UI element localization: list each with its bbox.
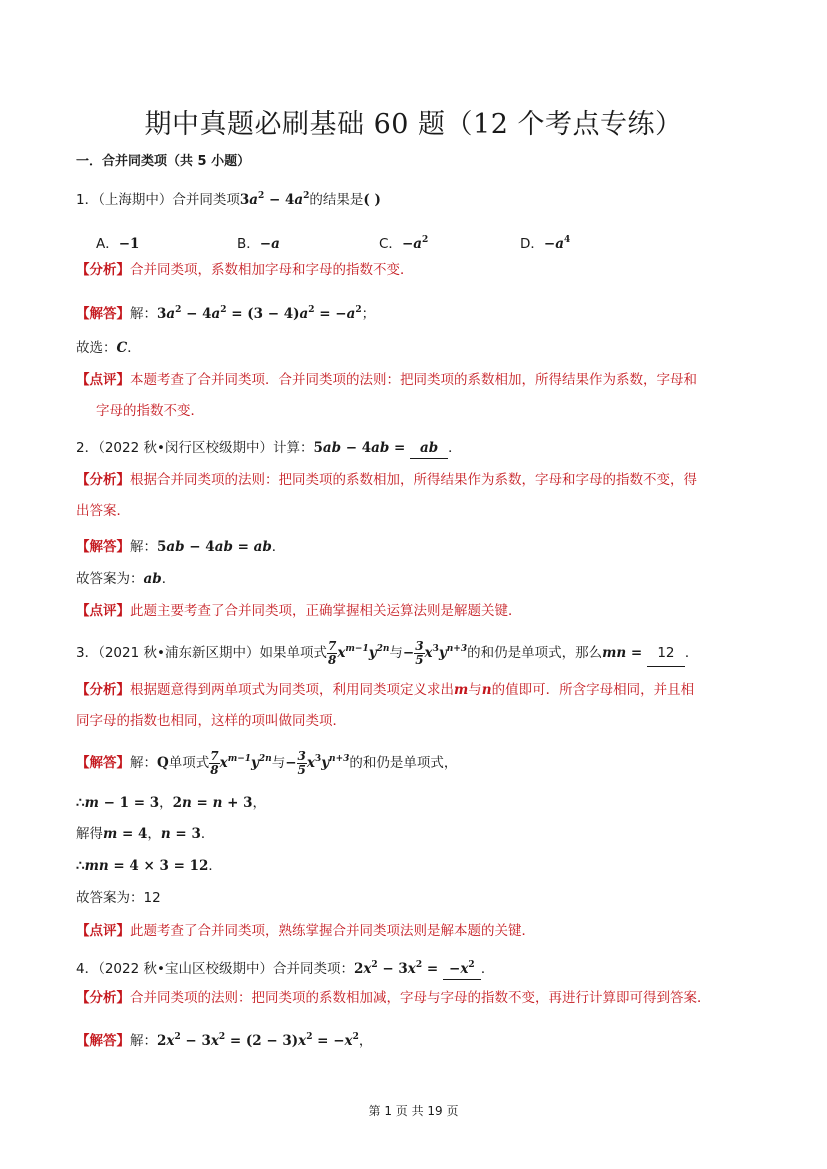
q2-analysis-cont: 出答案． bbox=[76, 503, 130, 519]
q1-solution: 【解答】解：$3a^2 - 4a^2 = (3 - 4)a^2 = -a^2$； bbox=[76, 305, 376, 322]
q1-option-a: A．−1 bbox=[96, 236, 140, 252]
q1-comment-cont: 字母的指数不变． bbox=[96, 403, 204, 419]
q2-stem: 2．（2022 秋•闵行区校级期中）计算：5ab − 4ab = ab ． bbox=[76, 438, 462, 459]
q1-analysis: 【分析】合并同类项，系数相加字母和字母的指数不变． bbox=[76, 262, 414, 278]
q1-option-c: C．$-a^2$ bbox=[379, 235, 429, 252]
q1-choice: 故选：C． bbox=[76, 340, 141, 356]
q4-stem: 4．（2022 秋•宝山区校级期中）合并同类项：$2x^2 - 3x^2 = -x^2$ ． bbox=[76, 955, 494, 980]
q2-comment: 【点评】此题主要考查了合并同类项，正确掌握相关运算法则是解题关键． bbox=[76, 603, 522, 619]
q2-analysis: 【分析】根据合并同类项的法则：把同类项的系数相加，所得结果作为系数，字母和字母的指数不变，得 bbox=[76, 472, 697, 488]
q3-analysis-cont: 同字母的指数也相同，这样的项叫做同类项． bbox=[76, 713, 346, 729]
page-title: 期中真题必刷基础 60 题（12 个考点专练） bbox=[144, 109, 683, 140]
q3-step-1: ∴m − 1 = 3，2n = n + 3， bbox=[76, 795, 266, 811]
q3-step-2: 解得m = 4，n = 3． bbox=[76, 826, 215, 842]
q3-answer: 故答案为：12 bbox=[76, 890, 161, 906]
q3-solution: 【解答】解：Q单项式 $\frac{7}{8}$ $x^{m-1}y^{2n}$与− $\frac{3}{5}$ $x^3y^{n+3}$的和仍是单项式， bbox=[76, 748, 458, 777]
q1-option-b: B．−a bbox=[237, 236, 280, 252]
q3-step-3: ∴mn = 4 × 3 = 12． bbox=[76, 858, 222, 874]
section-heading: 一．合并同类项（共 5 小题） bbox=[76, 154, 251, 169]
q1-comment: 【点评】本题考查了合并同类项．合并同类项的法则：把同类项的系数相加，所得结果作为系数，字母和 bbox=[76, 372, 697, 388]
q4-analysis: 【分析】合并同类项的法则：把同类项的系数相加减，字母与字母的指数不变，再进行计算即可得到答案． bbox=[76, 990, 711, 1006]
q3-stem: 3．（2021 秋•浦东新区期中）如果单项式 $\frac{7}{8}$ $x^{m-1}y^{2n}$与− $\frac{3}{5}$ $x^3y^{n+3}$的和仍是单项式，那么mn = 12 ． bbox=[76, 638, 699, 667]
q1-stem: 1．（上海期中）合并同类项$3a^2 - 4a^2$的结果是( ) bbox=[76, 191, 381, 208]
q1-option-d: D．$-a^4$ bbox=[520, 235, 571, 252]
q2-solution: 【解答】解：5ab − 4ab = ab． bbox=[76, 539, 286, 555]
q3-analysis: 【分析】根据题意得到两单项式为同类项，利用同类项定义求出m与n的值即可．所含字母相同，并且相 bbox=[76, 682, 695, 698]
q3-comment: 【点评】此题考查了合并同类项，熟练掌握合并同类项法则是解本题的关键． bbox=[76, 923, 535, 939]
q4-solution: 【解答】解：$2x^2 - 3x^2 = (2 - 3)x^2 = -x^2$， bbox=[76, 1032, 373, 1049]
page-footer: 第 1 页 共 19 页 bbox=[368, 1104, 459, 1118]
q2-answer: 故答案为：ab． bbox=[76, 571, 176, 587]
